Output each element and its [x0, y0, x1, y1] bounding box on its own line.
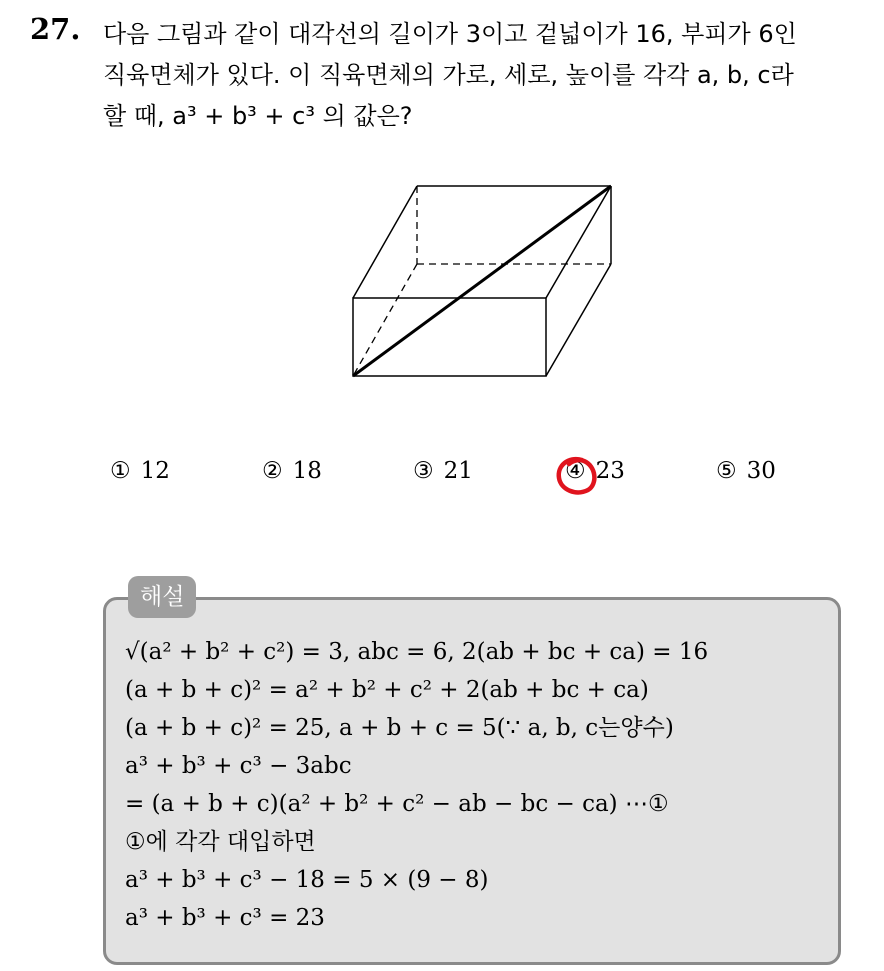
solution-line: (a + b + c)² = 25, a + b + c = 5(∵ a, b, c는양수) — [125, 715, 674, 741]
question-line: 할 때, a³ + b³ + c³ 의 값은? — [103, 102, 413, 130]
choice-value: 12 — [140, 458, 170, 484]
choice-mark: ⑤ — [716, 458, 737, 484]
solution-label: 해설 — [128, 576, 196, 618]
choice-value: 23 — [595, 458, 625, 484]
question-text — [103, 14, 873, 137]
cuboid-figure — [340, 180, 630, 390]
solution-line: a³ + b³ + c³ − 3abc — [125, 753, 352, 779]
choice-3[interactable] — [413, 458, 473, 484]
choice-value: 21 — [443, 458, 473, 484]
solution-line: = (a + b + c)(a² + b² + c² − ab − bc − ca) ⋯① — [125, 791, 669, 817]
choice-value: 18 — [292, 458, 322, 484]
choice-value: 30 — [746, 458, 776, 484]
solution-line: (a + b + c)² = a² + b² + c² + 2(ab + bc + ca) — [125, 677, 649, 703]
solution-line: √(a² + b² + c²) = 3, abc = 6, 2(ab + bc + ca) = 16 — [125, 639, 709, 665]
question-line: 직육면체가 있다. 이 직육면체의 가로, 세로, 높이를 각각 a, b, c라 — [103, 61, 794, 89]
choice-mark: ② — [262, 458, 283, 484]
solution-line: a³ + b³ + c³ − 18 = 5 × (9 − 8) — [125, 867, 489, 893]
answer-choices — [0, 458, 884, 498]
cuboid-front-face — [353, 298, 546, 376]
answer-circle-mark — [552, 452, 602, 500]
question-number: 27. — [30, 12, 81, 46]
solution-line: a³ + b³ + c³ = 23 — [125, 905, 325, 931]
choice-2[interactable] — [262, 458, 322, 484]
solution-lines — [125, 633, 825, 937]
cuboid-diagonal — [353, 186, 611, 376]
solution-line: ①에 각각 대입하면 — [125, 829, 316, 855]
choice-mark: ④ — [565, 458, 586, 484]
question-line: 다음 그림과 같이 대각선의 길이가 3이고 겉넓이가 16, 부피가 6인 — [103, 20, 797, 48]
cuboid-edge — [353, 186, 417, 298]
choice-5[interactable] — [716, 458, 776, 484]
choice-1[interactable] — [110, 458, 170, 484]
choice-mark: ① — [110, 458, 131, 484]
choice-mark: ③ — [413, 458, 434, 484]
